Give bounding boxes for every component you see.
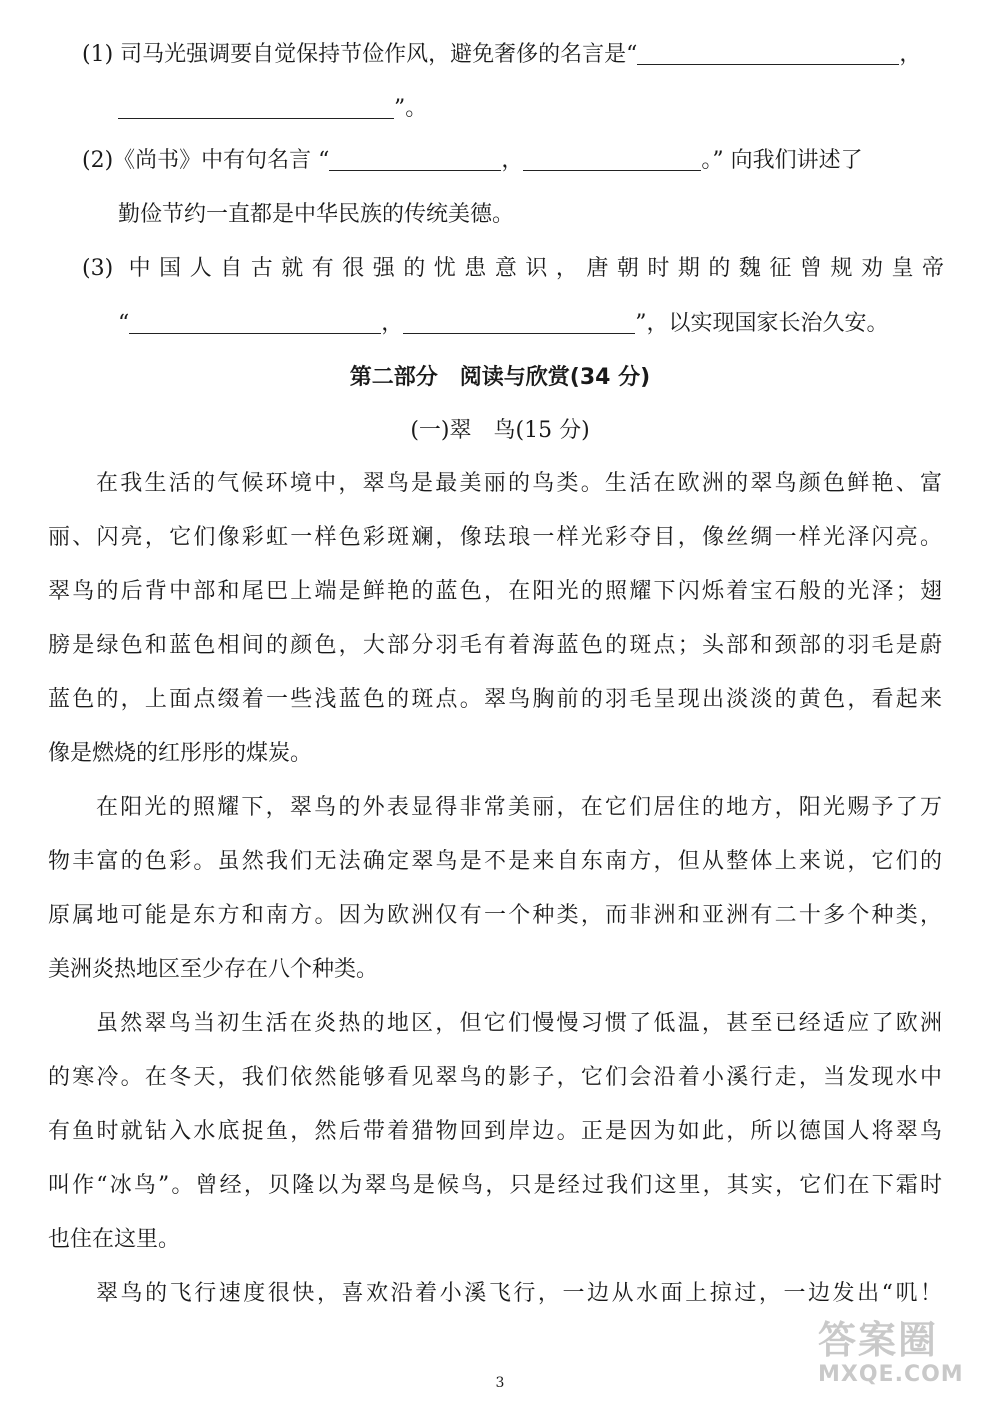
question-2-text: (2)《尚书》中有句名言 “ bbox=[82, 148, 330, 173]
question-3-sep: ， bbox=[381, 311, 404, 336]
question-1-text: (1) 司马光强调要自觉保持节俭作风，避免奢侈的名言是“ bbox=[82, 42, 638, 67]
article-line: 的寒冷。在冬天，我们依然能够看见翠鸟的影子，它们会沿着小溪行走，当发现水中 bbox=[48, 1065, 942, 1090]
question-3-start: “ bbox=[118, 311, 130, 336]
article-line: 在我生活的气候环境中，翠鸟是最美丽的鸟类。生活在欧洲的翠鸟颜色鲜艳、富 bbox=[96, 471, 942, 496]
article-line: 原属地可能是东方和南方。因为欧洲仅有一个种类，而非洲和亚洲有二十多个种类， bbox=[48, 903, 942, 928]
question-1-line-1 bbox=[82, 40, 962, 70]
question-3-line-1: (3) 中国人自古就有很强的忧患意识，唐朝时期的魏征曾规劝皇帝 bbox=[82, 256, 944, 281]
answer-blank[interactable] bbox=[129, 311, 381, 334]
article-line: 丽、闪亮，它们像彩虹一样色彩斑斓，像珐琅一样光彩夺目，像丝绸一样光泽闪亮。 bbox=[48, 525, 942, 550]
page-number: 3 bbox=[495, 1375, 505, 1391]
question-1-sep: ， bbox=[899, 42, 922, 67]
question-1-line-2 bbox=[118, 94, 518, 124]
question-3-end: ”，以实现国家长治久安。 bbox=[635, 311, 889, 336]
answer-blank[interactable] bbox=[403, 311, 635, 334]
article-line: 膀是绿色和蓝色相间的颜色，大部分羽毛有着海蓝色的斑点；头部和颈部的羽毛是蔚 bbox=[48, 633, 942, 658]
question-2-end: 。” 向我们讲述了 bbox=[701, 148, 863, 173]
article-line: 美洲炎热地区至少存在八个种类。 bbox=[48, 957, 379, 982]
answer-blank[interactable] bbox=[118, 96, 394, 119]
article-line: 翠鸟的飞行速度很快，喜欢沿着小溪飞行，一边从水面上掠过，一边发出“叽！ bbox=[96, 1281, 942, 1306]
article-line: 像是燃烧的红彤彤的煤炭。 bbox=[48, 741, 313, 766]
watermark-logo bbox=[818, 1318, 988, 1398]
question-1-end: ”。 bbox=[394, 96, 428, 121]
article-line: 叫作“冰鸟”。曾经，贝隆以为翠鸟是候鸟，只是经过我们这里，其实，它们在下霜时 bbox=[48, 1173, 942, 1198]
article-line: 在阳光的照耀下，翠鸟的外表显得非常美丽，在它们居住的地方，阳光赐予了万 bbox=[96, 795, 942, 820]
reading-title: (一)翠 鸟(15 分) bbox=[410, 418, 590, 443]
article-line: 物丰富的色彩。虽然我们无法确定翠鸟是不是来自东南方，但从整体上来说，它们的 bbox=[48, 849, 942, 874]
question-2-line-1 bbox=[82, 146, 962, 176]
answer-blank[interactable] bbox=[637, 42, 899, 65]
question-2-line-2: 勤俭节约一直都是中华民族的传统美德。 bbox=[118, 202, 515, 227]
section-heading: 第二部分 阅读与欣赏(34 分) bbox=[349, 365, 651, 390]
watermark-domain: MXQE.COM bbox=[818, 1362, 964, 1387]
question-2-sep: ， bbox=[501, 148, 524, 173]
article-line: 有鱼时就钻入水底捉鱼，然后带着猎物回到岸边。正是因为如此，所以德国人将翠鸟 bbox=[48, 1119, 942, 1144]
answer-blank[interactable] bbox=[329, 148, 501, 171]
question-3-line-2 bbox=[118, 309, 938, 339]
article-line: 虽然翠鸟当初生活在炎热的地区，但它们慢慢习惯了低温，甚至已经适应了欧洲 bbox=[96, 1011, 942, 1036]
watermark-text: 答案圈 bbox=[818, 1318, 939, 1362]
article-line: 蓝色的，上面点缀着一些浅蓝色的斑点。翠鸟胸前的羽毛呈现出淡淡的黄色，看起来 bbox=[48, 687, 942, 712]
answer-blank[interactable] bbox=[523, 148, 701, 171]
article-line: 翠鸟的后背中部和尾巴上端是鲜艳的蓝色，在阳光的照耀下闪烁着宝石般的光泽；翅 bbox=[48, 579, 942, 604]
article-line: 也住在这里。 bbox=[48, 1227, 181, 1252]
